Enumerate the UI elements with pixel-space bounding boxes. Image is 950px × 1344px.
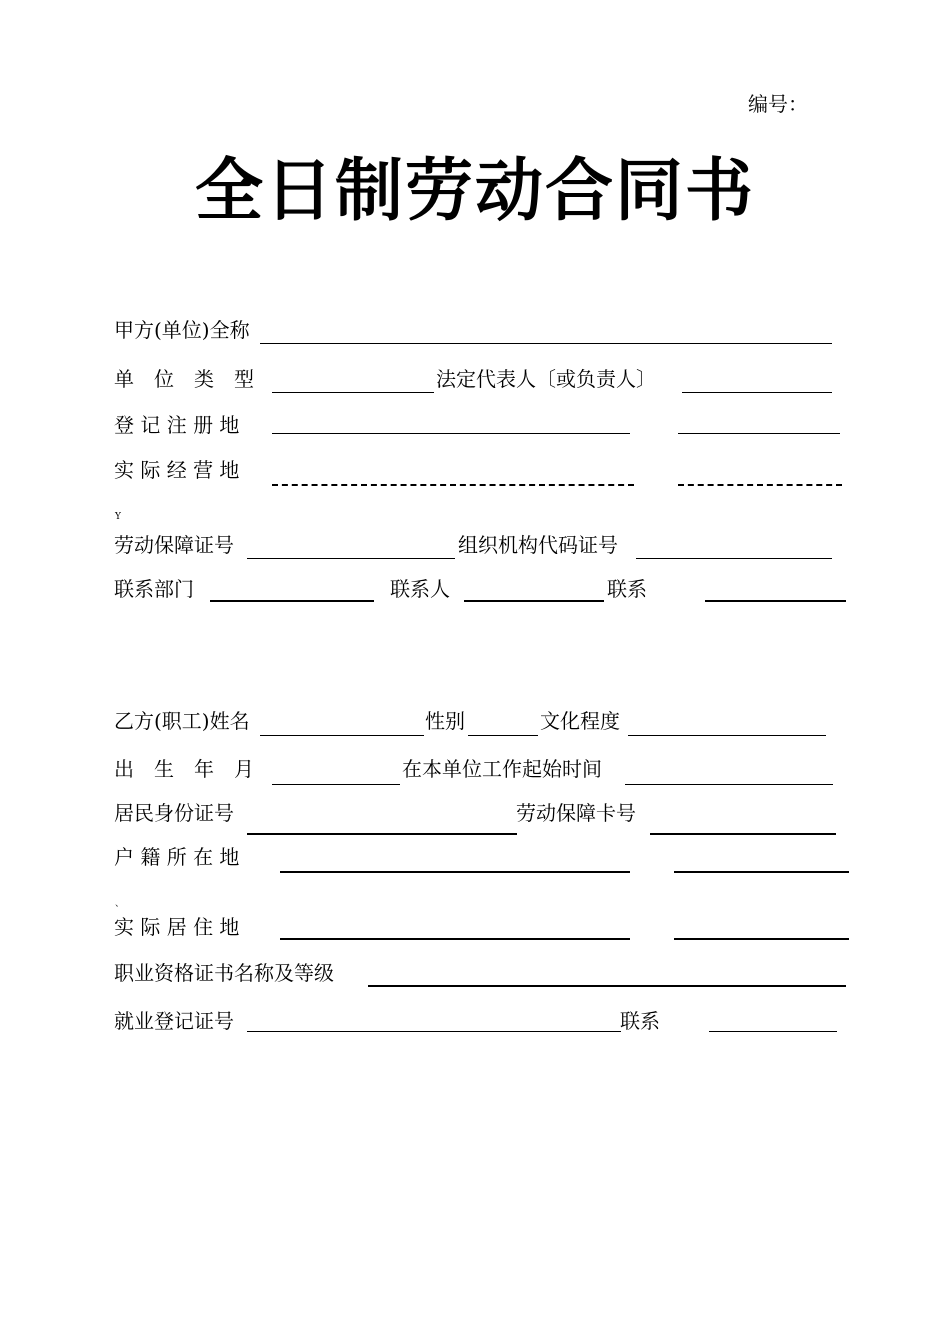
residence-address-label: 实 际 居 住 地 [114, 915, 240, 939]
org-code-cert-field[interactable] [636, 558, 832, 559]
actual-business-address-label: 实 际 经 营 地 [114, 458, 240, 482]
unit-type-field[interactable] [272, 392, 434, 393]
party-b-contact-label: 联系 [620, 1009, 660, 1033]
contact-person-label: 联系人 [390, 577, 450, 601]
employee-name-field[interactable] [260, 735, 424, 736]
labor-insurance-card-label: 劳动保障卡号 [516, 801, 636, 825]
residence-address-extra-field[interactable] [674, 938, 849, 940]
birth-date-label: 出 生 年 月 [114, 757, 254, 781]
document-title: 全日制劳动合同书 [194, 152, 755, 231]
household-registration-field[interactable] [280, 871, 630, 873]
registered-address-extra-field[interactable] [678, 433, 840, 434]
party-a-full-name-label: 甲方(单位)全称 [114, 318, 250, 342]
actual-business-address-extra-field[interactable] [678, 484, 842, 486]
unit-type-label: 单 位 类 型 [114, 367, 254, 391]
employment-registration-field[interactable] [247, 1031, 621, 1032]
stray-mark: 、 [115, 899, 125, 909]
party-b-contact-field[interactable] [709, 1031, 837, 1032]
contact-person-field[interactable] [464, 600, 604, 602]
stray-mark: Y [115, 512, 121, 522]
contact-department-field[interactable] [210, 600, 374, 602]
household-registration-label: 户 籍 所 在 地 [114, 845, 240, 869]
household-registration-extra-field[interactable] [674, 871, 849, 873]
actual-business-address-field[interactable] [272, 484, 634, 486]
work-start-time-field[interactable] [625, 784, 833, 785]
legal-representative-label: 法定代表人〔或负责人〕 [436, 367, 656, 391]
serial-number-label: 编号： [748, 92, 808, 116]
labor-insurance-card-field[interactable] [650, 833, 836, 835]
employee-name-label: 乙方(职工)姓名 [114, 709, 250, 733]
gender-label: 性别 [425, 709, 465, 733]
residence-address-field[interactable] [280, 938, 630, 940]
contact-department-label: 联系部门 [114, 577, 194, 601]
education-label: 文化程度 [540, 709, 620, 733]
id-card-number-field[interactable] [247, 833, 517, 835]
employment-registration-label: 就业登记证号 [114, 1009, 234, 1033]
education-field[interactable] [628, 735, 826, 736]
birth-date-field[interactable] [272, 784, 400, 785]
qualification-cert-field[interactable] [368, 985, 846, 987]
labor-insurance-cert-label: 劳动保障证号 [114, 533, 234, 557]
org-code-cert-label: 组织机构代码证号 [458, 533, 618, 557]
registered-address-field[interactable] [272, 433, 630, 434]
registered-address-label: 登 记 注 册 地 [114, 413, 240, 437]
work-start-time-label: 在本单位工作起始时间 [402, 757, 602, 781]
party-a-contact-label: 联系 [607, 577, 647, 601]
id-card-number-label: 居民身份证号 [114, 801, 234, 825]
gender-field[interactable] [468, 735, 538, 736]
labor-insurance-cert-field[interactable] [247, 558, 455, 559]
qualification-cert-label: 职业资格证书名称及等级 [114, 961, 334, 985]
legal-representative-field[interactable] [682, 392, 832, 393]
party-a-contact-field[interactable] [705, 600, 846, 602]
party-a-full-name-field[interactable] [260, 343, 832, 344]
